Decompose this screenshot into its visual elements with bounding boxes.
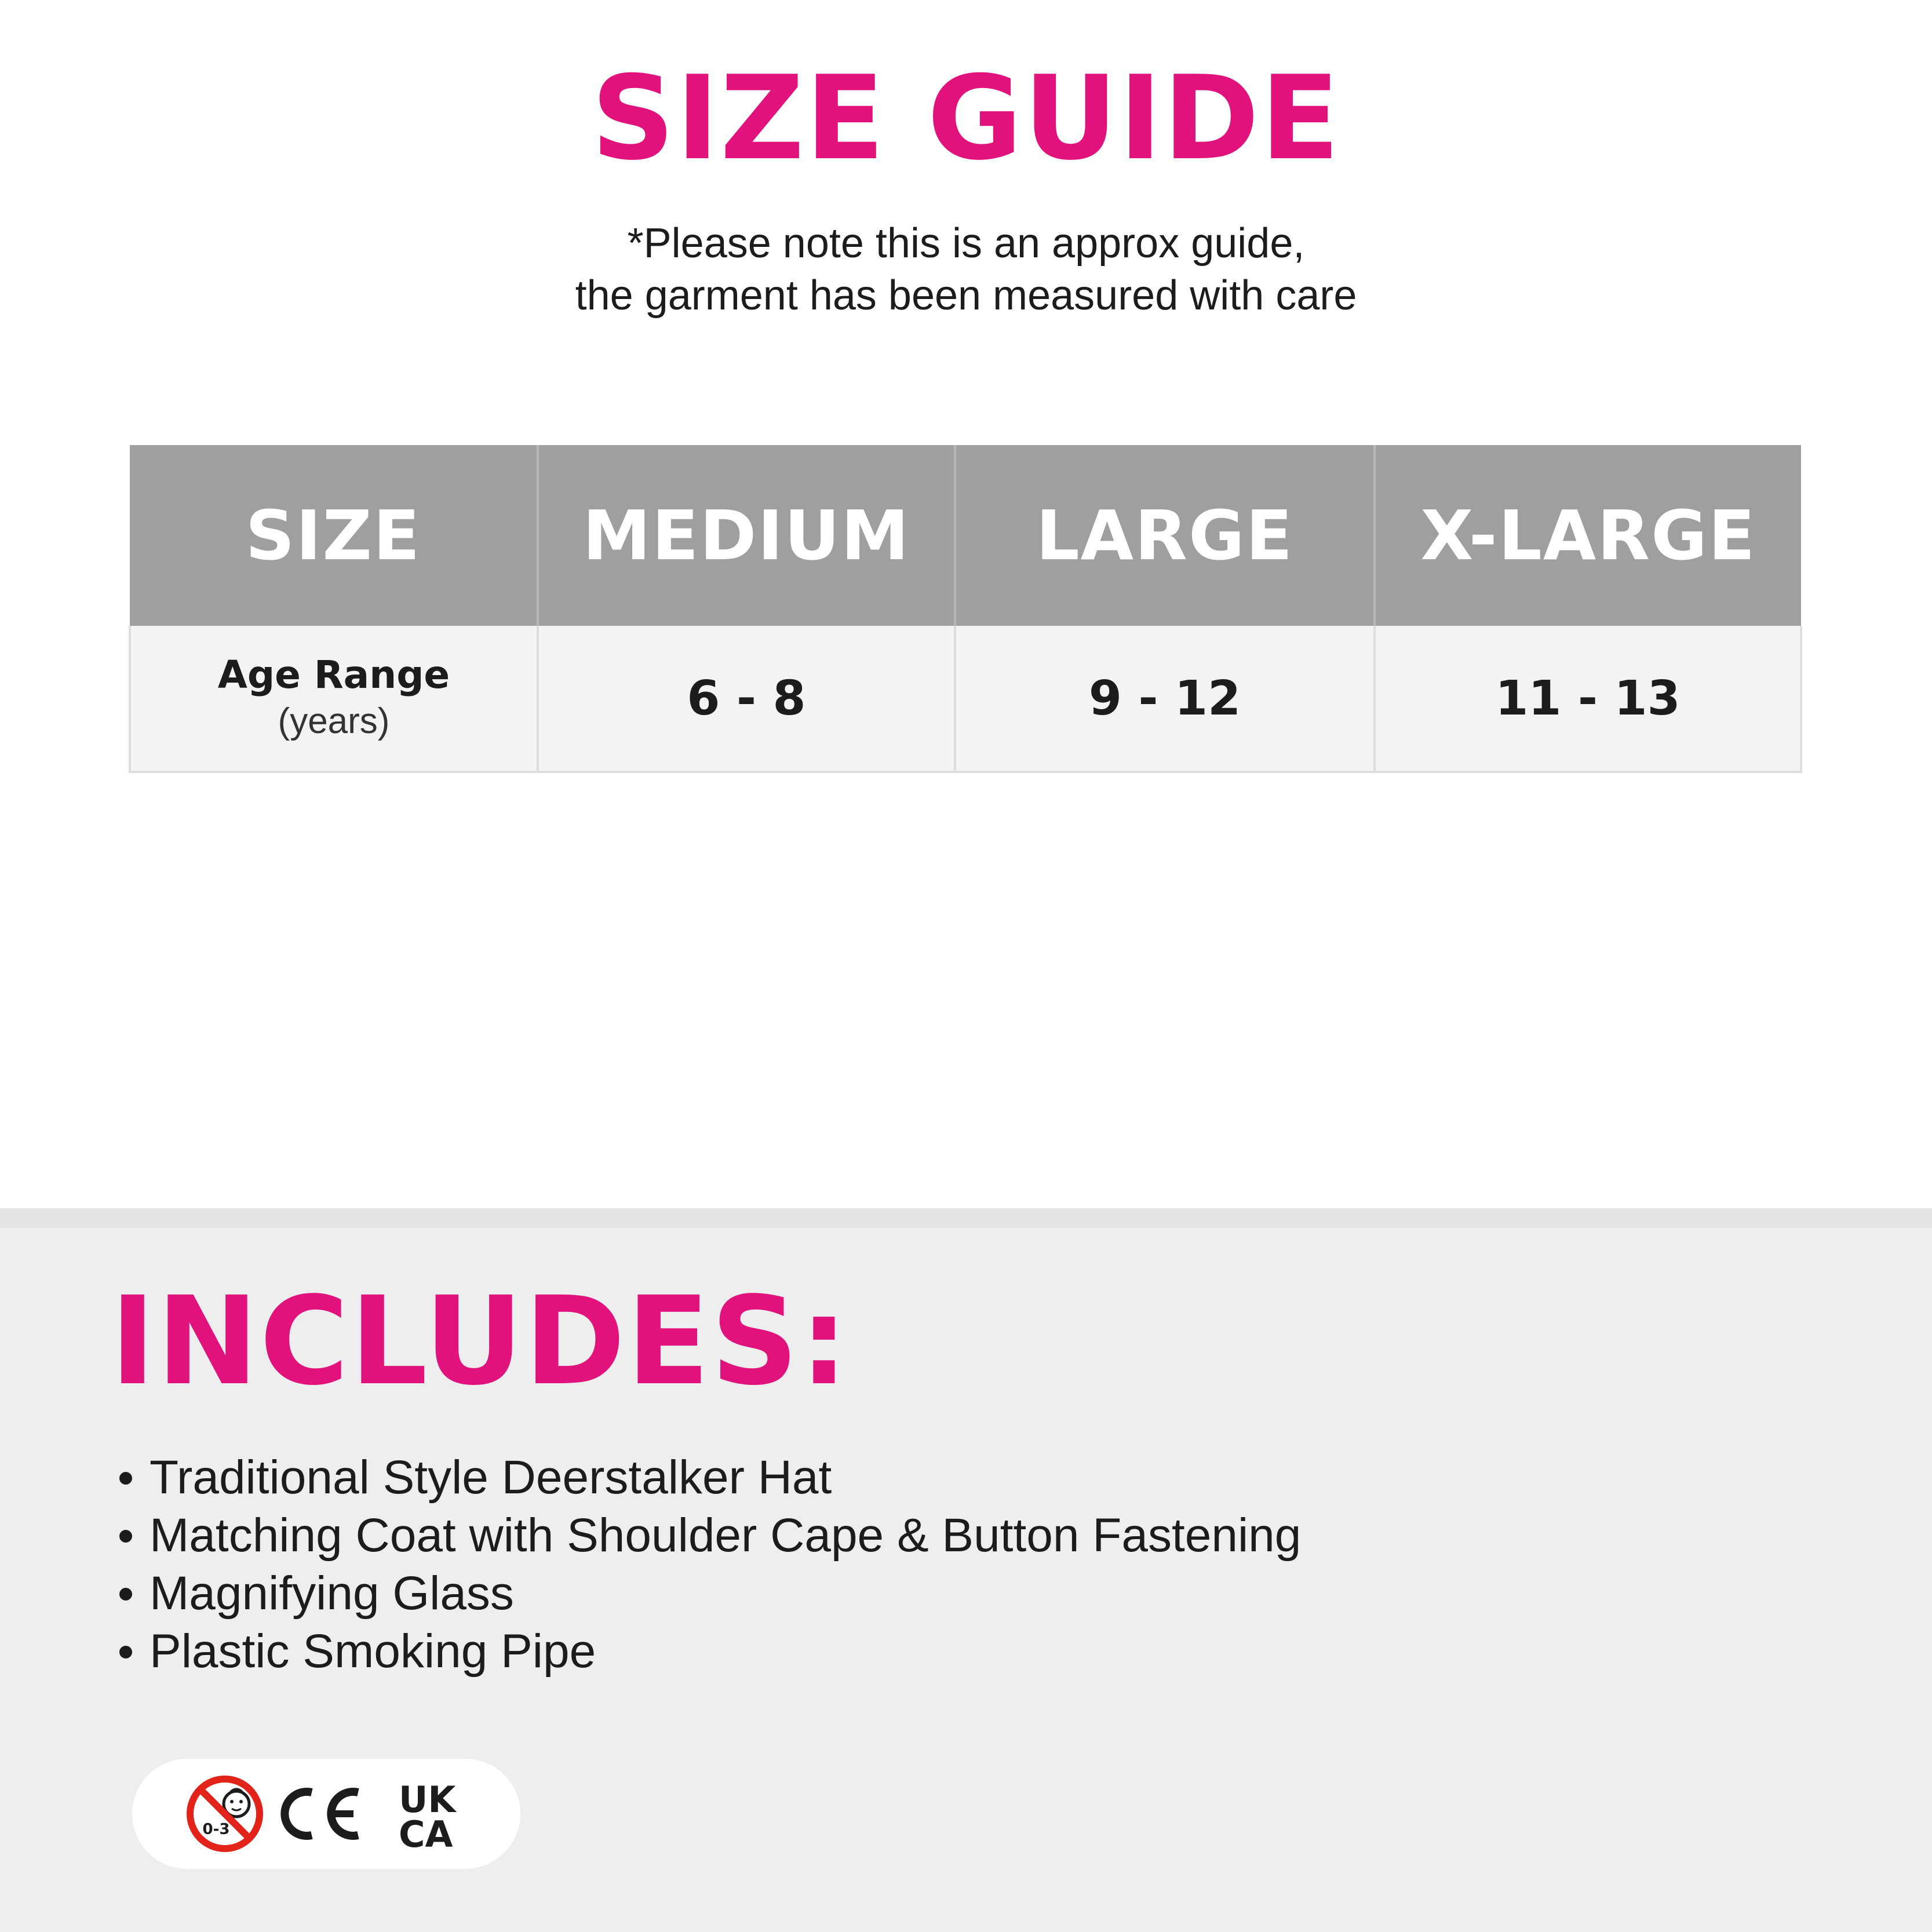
size-note-line-1: *Please note this is an approx guide,: [627, 220, 1305, 267]
not-suitable-0-3-icon: [190, 1779, 260, 1849]
header-large: LARGE: [955, 445, 1375, 626]
size-table-header-row: [130, 445, 1801, 626]
header-size: SIZE: [130, 445, 538, 626]
ukca-top-text: UK: [399, 1778, 456, 1821]
age-warning-text: 0-3: [202, 1821, 230, 1838]
ukca-bottom-text: CA: [399, 1813, 453, 1856]
includes-title: INCLUDES:: [110, 1270, 850, 1412]
list-item: Magnifying Glass: [116, 1565, 1301, 1623]
list-item: Plastic Smoking Pipe: [116, 1623, 1301, 1681]
list-item: Matching Coat with Shoulder Cape & Button Fastening: [116, 1507, 1301, 1565]
age-range-label: Age Range: [217, 652, 450, 697]
header-x-large: X-LARGE: [1375, 445, 1801, 626]
table-row: [130, 626, 1801, 772]
age-range-unit: (years): [278, 701, 390, 741]
ce-mark-icon: [285, 1792, 358, 1836]
age-medium: 6 - 8: [538, 626, 955, 772]
age-large: 9 - 12: [955, 626, 1375, 772]
certification-icons-svg: [132, 1759, 520, 1869]
section-divider: [0, 1208, 1932, 1228]
size-note: [0, 217, 1932, 322]
size-note-line-2: the garment has been measured with care: [575, 272, 1357, 319]
ukca-mark-icon: [399, 1778, 457, 1856]
includes-list: [116, 1449, 1301, 1681]
certification-badges: [132, 1759, 520, 1869]
row-label-cell: [130, 626, 538, 772]
list-item: Traditional Style Deerstalker Hat: [116, 1449, 1301, 1507]
age-x-large: 11 - 13: [1375, 626, 1801, 772]
page-title: SIZE GUIDE: [591, 51, 1341, 186]
size-table: [129, 445, 1802, 773]
header-medium: MEDIUM: [538, 445, 955, 626]
